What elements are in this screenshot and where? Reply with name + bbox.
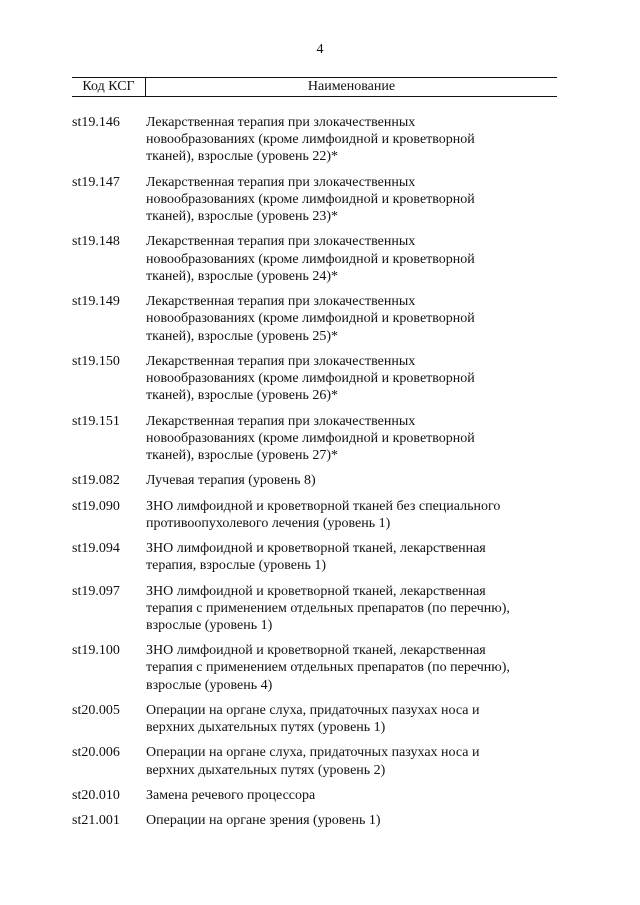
row-code: st19.149 [72,294,120,310]
row-name: ЗНО лимфоидной и кроветворной тканей без специального противоопухолевого лечения (уровень 1) [146,498,501,531]
row-name: Операции на органе зрения (уровень 1) [146,813,381,829]
row-name: Лекарственная терапия при злокачественных новообразованиях (кроме лимфоидной и кроветворной тканей), взрослые (уровень 24)* [146,234,475,284]
header-code: Код КСГ [72,78,146,96]
row-code: st19.100 [72,643,120,659]
row-name: Лучевая терапия (уровень 8) [146,473,316,489]
table-row [72,702,557,736]
header-name: Наименование [307,79,396,94]
row-code: st19.148 [72,234,120,250]
row-code: st19.097 [72,583,120,599]
table-body [72,114,557,829]
page-number: 4 [316,42,324,57]
row-name: Лекарственная терапия при злокачественных новообразованиях (кроме лимфоидной и кроветворной тканей), взрослые (уровень 27)* [146,413,475,463]
row-name: Операции на органе слуха, придаточных пазухах носа и верхних дыхательных путях (уровень 2) [146,745,480,778]
table-row [72,293,557,345]
row-code: st21.001 [72,813,120,829]
row-name: Лекарственная терапия при злокачественных новообразованиях (кроме лимфоидной и кроветворной тканей), взрослые (уровень 26)* [146,353,475,404]
ksg-table [72,77,557,829]
row-code: st19.147 [72,174,120,190]
row-code: st19.151 [72,413,120,429]
table-header [72,77,557,97]
table-row [72,413,557,465]
row-name: Замена речевого процессора [146,787,316,803]
row-code: st19.090 [72,498,120,514]
row-code: st19.094 [72,541,120,557]
row-code: st19.146 [72,115,120,130]
table-row [72,642,557,694]
row-name: Операции на органе слуха, придаточных пазухах носа и верхних дыхательных путях (уровень 1) [146,702,480,736]
table-row [72,114,557,166]
row-name: Лекарственная терапия при злокачественных новообразованиях (кроме лимфоидной и кроветворной тканей), взрослые (уровень 23)* [146,174,475,225]
row-code: st20.005 [72,702,120,718]
table-row [72,353,557,405]
table-row [72,540,557,574]
table-row [72,498,557,532]
row-code: st20.006 [72,745,120,761]
table-row [72,472,557,489]
row-code: st19.150 [72,353,120,369]
row-name: ЗНО лимфоидной и кроветворной тканей, лекарственная терапия, взрослые (уровень 1) [146,541,486,574]
table-row [72,787,557,804]
table-row [72,744,557,778]
row-code: st20.010 [72,787,120,803]
row-name: ЗНО лимфоидной и кроветворной тканей, лекарственная терапия с применением отдельных препаратов (по перечню), взрослые (уровень 4) [146,643,510,693]
row-name: Лекарственная терапия при злокачественных новообразованиях (кроме лимфоидной и кроветворной тканей), взрослые (уровень 22)* [146,115,475,165]
table-row [72,583,557,635]
row-name: Лекарственная терапия при злокачественных новообразованиях (кроме лимфоидной и кроветворной тканей), взрослые (уровень 25)* [146,294,475,344]
table-row [72,174,557,226]
row-name: ЗНО лимфоидной и кроветворной тканей, лекарственная терапия с применением отдельных препаратов (по перечню), взрослые (уровень 1) [146,583,510,633]
row-code: st19.082 [72,473,120,489]
table-row [72,812,557,829]
table-row [72,233,557,285]
